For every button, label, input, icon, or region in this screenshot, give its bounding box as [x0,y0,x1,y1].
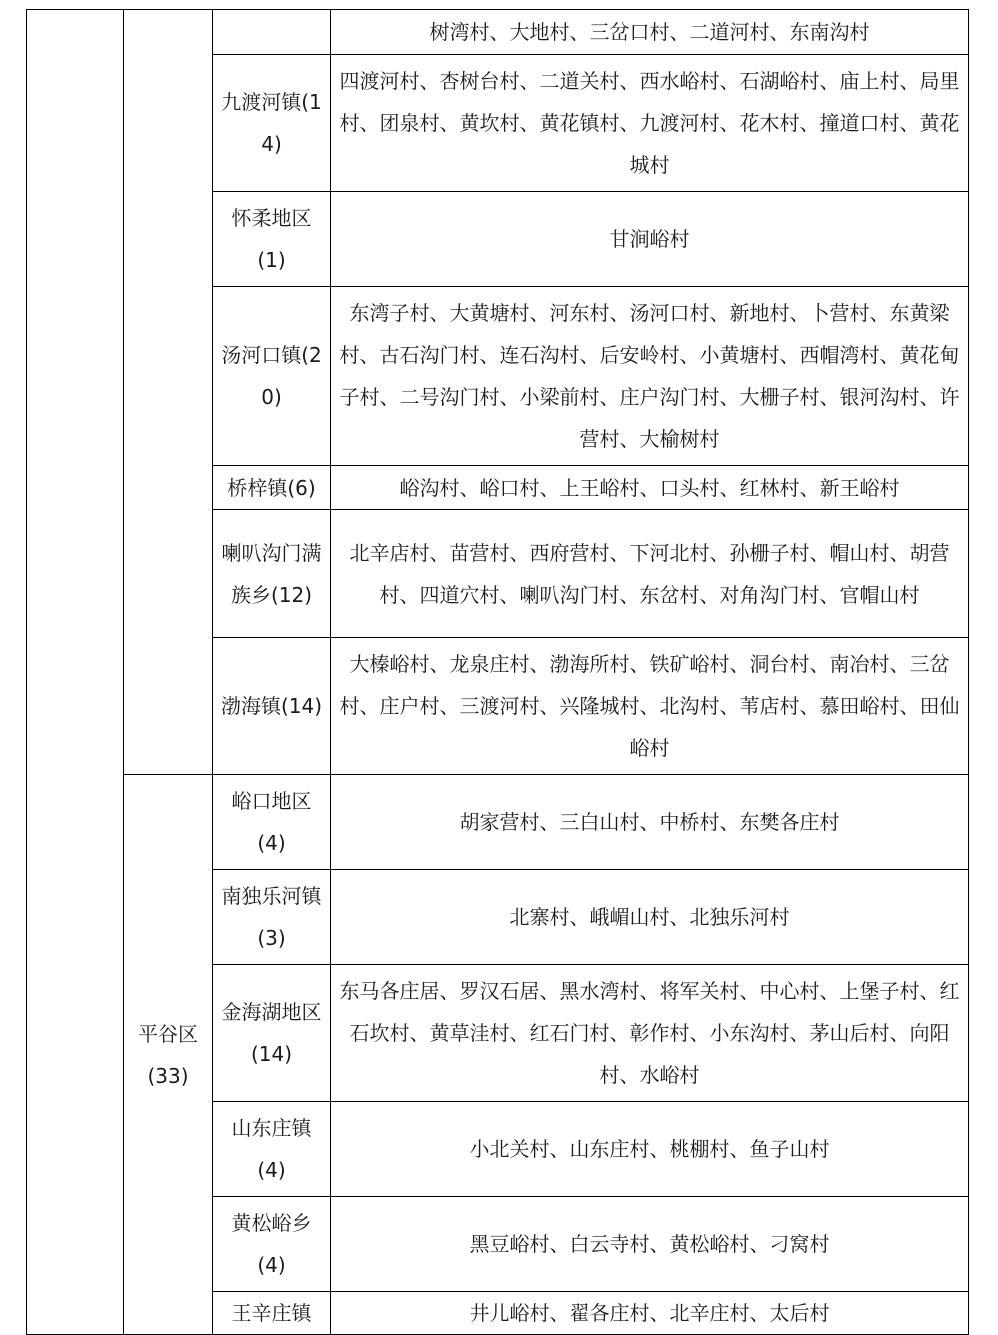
town-cell [213,965,331,1102]
villages-cell [331,192,969,287]
table-row [27,775,969,870]
district-name: 平谷区(33) [138,1021,198,1088]
town-name: 王辛庄镇 [231,1301,312,1325]
town-name: 渤海镇(14) [220,694,323,718]
villages-cell [331,55,969,192]
villages-cell [331,287,969,466]
town-cell [213,10,331,55]
villages-cell [331,1197,969,1292]
town-cell [213,510,331,638]
villages-cell [331,775,969,870]
table-row [27,10,969,55]
villages-cell [331,965,969,1102]
town-cell [213,1102,331,1197]
village-list: 胡家营村、三白山村、中桥村、东樊各庄村 [459,810,840,834]
villages-cell [331,1292,969,1335]
village-list: 四渡河村、杏树台村、二道关村、西水峪村、石湖峪村、庙上村、局里村、团泉村、黄坎村、黄花镇村、九渡河村、花木村、撞道口村、黄花城村 [339,69,960,177]
region-cell [27,10,124,1335]
town-cell [213,192,331,287]
village-list: 黑豆峪村、白云寺村、黄松峪村、刁窝村 [469,1232,830,1256]
town-cell [213,775,331,870]
village-list: 北辛店村、苗营村、西府营村、下河北村、孙栅子村、帽山村、胡营村、四道穴村、喇叭沟门村、东岔村、对角沟门村、官帽山村 [349,540,950,607]
village-list: 东湾子村、大黄塘村、河东村、汤河口村、新地村、卜营村、东黄梁村、古石沟门村、连石沟村、后安岭村、小黄塘村、西帽湾村、黄花甸子村、二号沟门村、小梁前村、庄户沟门村、大栅子村、银河沟村、许营村、大榆树村 [339,301,960,451]
village-list: 井儿峪村、翟各庄村、北辛庄村、太后村 [469,1301,830,1325]
villages-cell [331,510,969,638]
town-name: 九渡河镇(14) [221,90,322,156]
villages-cell [331,466,969,510]
town-name: 金海湖地区(14) [221,1000,322,1066]
town-cell [213,466,331,510]
village-list: 大榛峪村、龙泉庄村、渤海所村、铁矿峪村、洞台村、南冶村、三岔村、庄户村、三渡河村、兴隆城村、北沟村、苇店村、慕田峪村、田仙峪村 [339,652,960,760]
villages-cell [331,638,969,775]
village-list: 小北关村、山东庄村、桃棚村、鱼子山村 [469,1137,830,1161]
village-table [26,9,969,1335]
town-cell [213,870,331,965]
town-name: 怀柔地区(1) [231,206,312,272]
town-name: 喇叭沟门满族乡(12) [221,540,322,607]
district-cell [124,10,213,775]
village-list: 东马各庄居、罗汉石居、黑水湾村、将军关村、中心村、上堡子村、红石坎村、黄草洼村、红石门村、彰作村、小东沟村、茅山后村、向阳村、水峪村 [339,979,960,1087]
town-cell [213,287,331,466]
district-cell-pinggu [124,775,213,1335]
town-name: 桥梓镇(6) [227,475,316,500]
town-name [213,27,330,37]
town-name: 山东庄镇(4) [231,1116,312,1182]
villages-cell [331,870,969,965]
town-cell [213,638,331,775]
village-list: 北寨村、峨嵋山村、北独乐河村 [509,905,790,929]
town-name: 汤河口镇(20) [221,343,322,409]
village-list: 甘涧峪村 [609,227,690,251]
town-cell [213,1292,331,1335]
town-cell [213,55,331,192]
village-list: 峪沟村、峪口村、上王峪村、口头村、红林村、新王峪村 [399,475,900,500]
town-cell [213,1197,331,1292]
town-name: 黄松峪乡(4) [231,1211,312,1277]
villages-cell [331,1102,969,1197]
town-name: 峪口地区(4) [231,789,312,855]
village-list: 树湾村、大地村、三岔口村、二道河村、东南沟村 [429,20,870,44]
villages-cell [331,10,969,55]
town-name: 南独乐河镇(3) [221,884,322,950]
